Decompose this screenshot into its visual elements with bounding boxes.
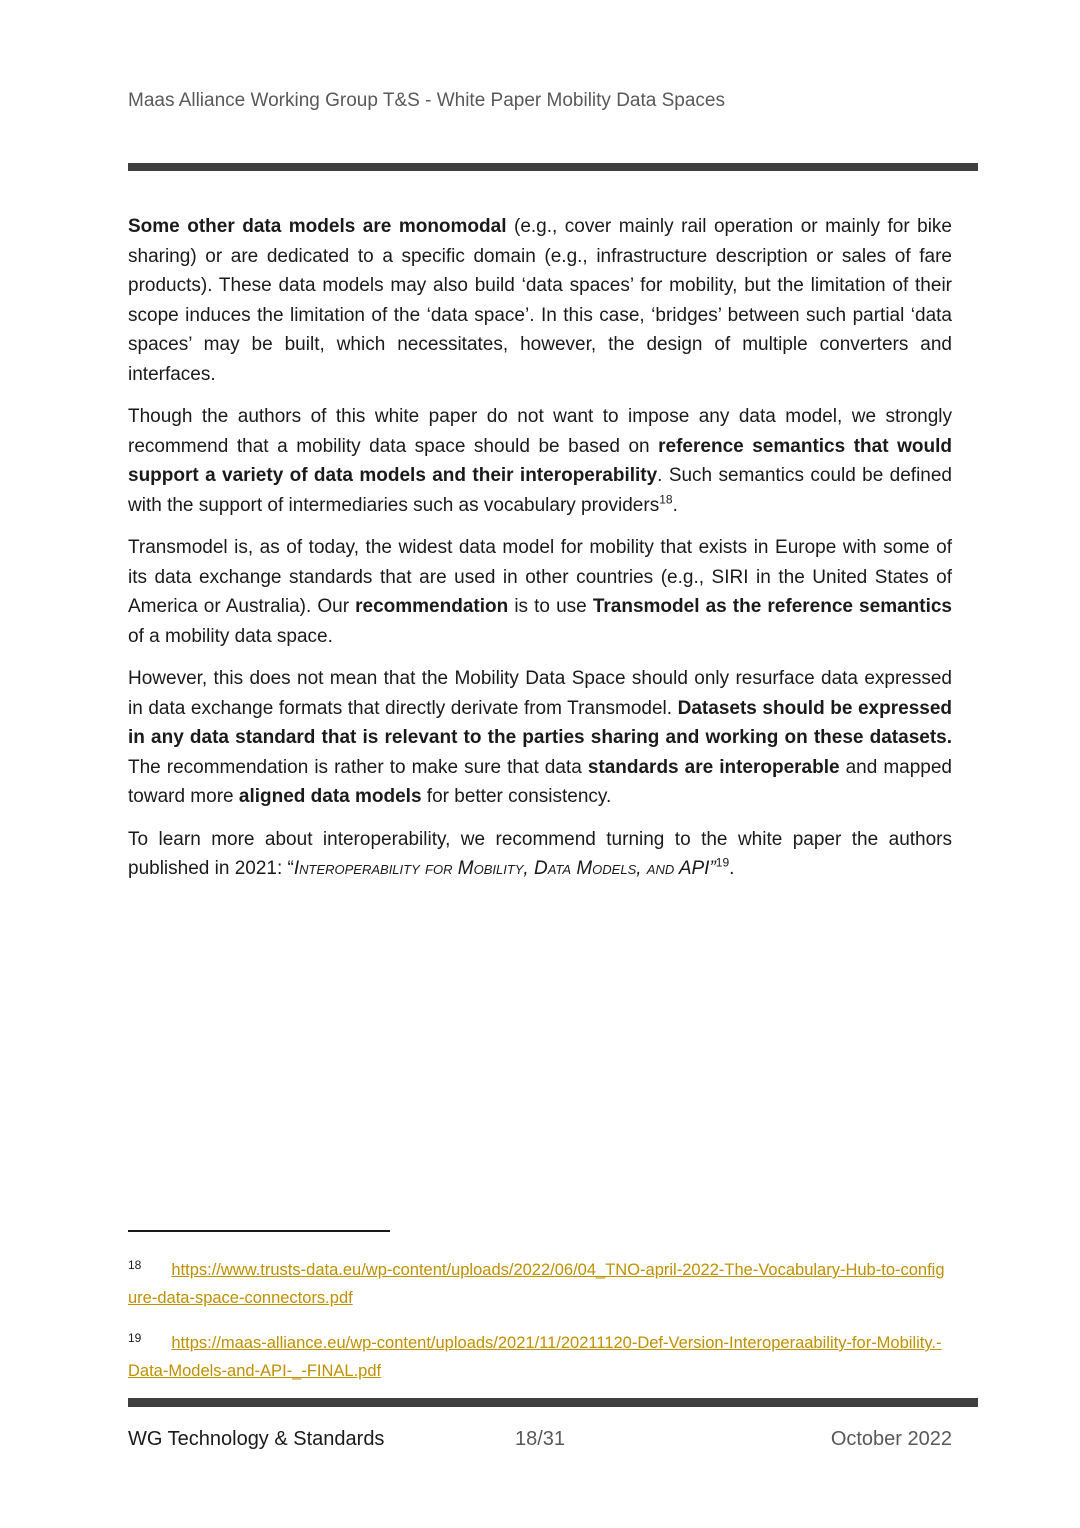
text-segment: . [672,494,678,516]
footnote-reference: 18 [659,492,673,507]
footnote-separator [128,1230,390,1232]
document-footer [128,1428,952,1451]
footer-working-group: WG Technology & Standards [128,1428,385,1450]
footnote-link[interactable]: https://maas-alliance.eu/wp-content/uploads/2021/11/20211120-Def-Version-Interoperaability-for-Mobility.-Data-Models-and-API-_-FINAL.pdf [128,1334,942,1380]
text-segment: for better consistency. [421,786,612,807]
text-segment: (e.g., cover mainly rail operation or mainly for bike sharing) or are dedicated to a specific domain (e.g., infrastructure description or sales of fare products). These data models may also build ‘data spaces’ for mobility, but the limitation of their scope induces the limitation of the ‘data space’. In this case, ‘bridges’ between such partial ‘data spaces’ may be built, which necessitates, however, the design of multiple converters and interfaces. [128,216,952,385]
text-segment: reference semantics that would support a variety of data models and their interoperability [128,435,952,486]
text-segment: The recommendation is rather to make sure that data [128,756,588,778]
footnote-number: 19 [128,1330,142,1345]
text-segment: of a mobility data space. [128,625,333,647]
document-header-text: Maas Alliance Working Group T&S - White Paper Mobility Data Spaces [128,90,725,111]
text-segment: Some other data models are monomodal [128,216,507,237]
text-segment: aligned data models [238,786,422,807]
text-segment: To learn more about interoperability, we recommend turning to the white paper the authors published in 2021: “ [128,828,952,879]
text-segment: Transmodel is, as of today, the widest data model for mobility that exists in Europe with some of its data exchange standards that are used in other countries (e.g., SIRI in the United States of America or Australia). Our [128,537,952,617]
footer-date: October 2022 [830,1428,953,1450]
footnote-item [128,1329,952,1385]
footnotes [128,1256,952,1402]
paragraph [128,533,952,651]
body-paragraphs [128,212,952,897]
text-segment: Datasets should be expressed in any data standard that is relevant to the parties sharing and working on these datasets. [128,697,953,748]
paragraph [128,212,952,389]
text-segment: . [729,858,735,879]
footer-page-number: 18/31 [514,1428,566,1450]
text-segment: . Such semantics could be defined with the support of intermediaries such as vocabulary providers [128,465,952,516]
text-segment: is to use [508,596,593,617]
text-segment: recommendation [355,596,509,617]
paragraph [128,664,952,812]
text-segment: Transmodel as the reference semantics [592,596,952,617]
header-rule [128,163,978,171]
footer-rule [128,1398,978,1407]
paragraph [128,402,952,520]
text-segment: and mapped toward more [128,756,952,807]
footnote-number: 18 [128,1257,142,1272]
text-segment: standards are interoperable [587,756,840,778]
footnote-link[interactable]: https://www.trusts-data.eu/wp-content/uploads/2022/06/04_TNO-april-2022-The-Vocabulary-Hub-to-configure-data-space-connectors.pdf [128,1261,945,1307]
text-segment: Though the authors of this white paper do not want to impose any data model, we strongly recommend that a mobility data space should be based on [128,406,952,457]
text-segment: ” [709,858,716,879]
text-segment: However, this does not mean that the Mobility Data Space should only resurface data expressed in data exchange formats that directly derivate from Transmodel. [128,668,952,719]
footnote-item [128,1256,952,1312]
footnote-reference: 19 [715,855,730,870]
text-segment: Interoperability for Mobility, Data Models, and API [293,858,710,879]
paragraph [128,825,952,884]
